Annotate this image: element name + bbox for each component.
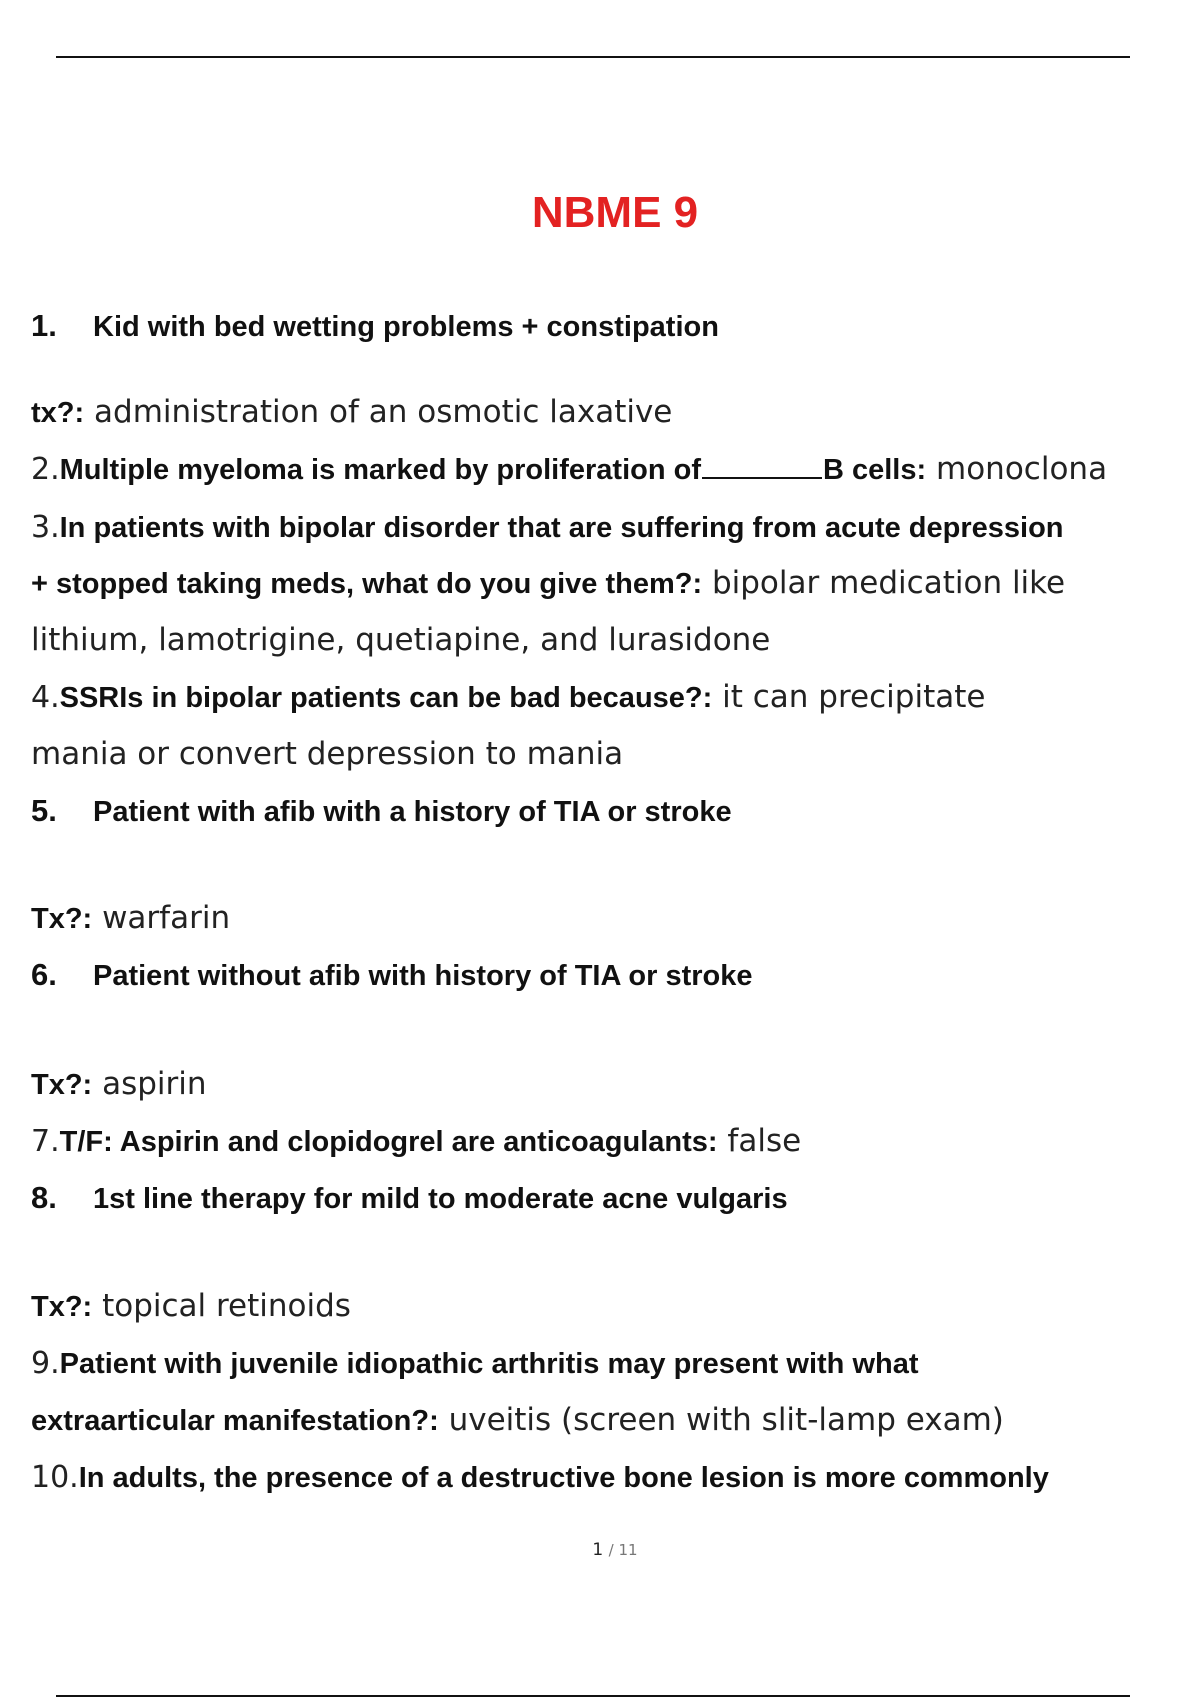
question-9: 9.Patient with juvenile idiopathic arthritis may present with what bbox=[31, 1346, 919, 1381]
question-3-cont: + stopped taking meds, what do you give them?: bipolar medication like bbox=[31, 565, 1066, 601]
answer-8: Tx?: topical retinoids bbox=[31, 1288, 351, 1324]
question-3: 3.In patients with bipolar disorder that are suffering from acute depression bbox=[31, 510, 1064, 545]
question-8: 8. 1st line therapy for mild to moderate acne vulgaris bbox=[31, 1180, 788, 1215]
document-title: NBME 9 bbox=[531, 188, 699, 237]
answer-5: Tx?: warfarin bbox=[31, 900, 231, 936]
page-indicator bbox=[0, 1540, 1200, 1560]
answer-1: tx?: administration of an osmotic laxative bbox=[31, 394, 673, 430]
footer-rule bbox=[56, 1695, 1130, 1697]
question-2: 2.Multiple myeloma is marked by proliferation of B cells: monoclona bbox=[31, 451, 1108, 487]
question-1: 1. Kid with bed wetting problems + constipation bbox=[31, 308, 719, 343]
question-9-cont: extraarticular manifestation?: uveitis (screen with slit-lamp exam) bbox=[31, 1402, 1004, 1438]
fill-in-blank bbox=[702, 453, 822, 479]
question-7: 7.T/F: Aspirin and clopidogrel are anticoagulants: false bbox=[31, 1123, 802, 1159]
current-page: 1 bbox=[592, 1540, 604, 1560]
question-4: 4.SSRIs in bipolar patients can be bad because?: it can precipitate bbox=[31, 679, 986, 715]
answer-6: Tx?: aspirin bbox=[31, 1066, 207, 1102]
question-10: 10.In adults, the presence of a destructive bone lesion is more commonly bbox=[31, 1460, 1049, 1495]
answer-3-cont: lithium, lamotrigine, quetiapine, and lurasidone bbox=[31, 622, 771, 658]
answer-4-cont: mania or convert depression to mania bbox=[31, 736, 624, 772]
total-pages: / 11 bbox=[608, 1541, 638, 1559]
question-5: 5. Patient with afib with a history of TIA or stroke bbox=[31, 793, 732, 828]
header-rule bbox=[56, 56, 1130, 58]
question-6: 6. Patient without afib with history of TIA or stroke bbox=[31, 957, 753, 992]
